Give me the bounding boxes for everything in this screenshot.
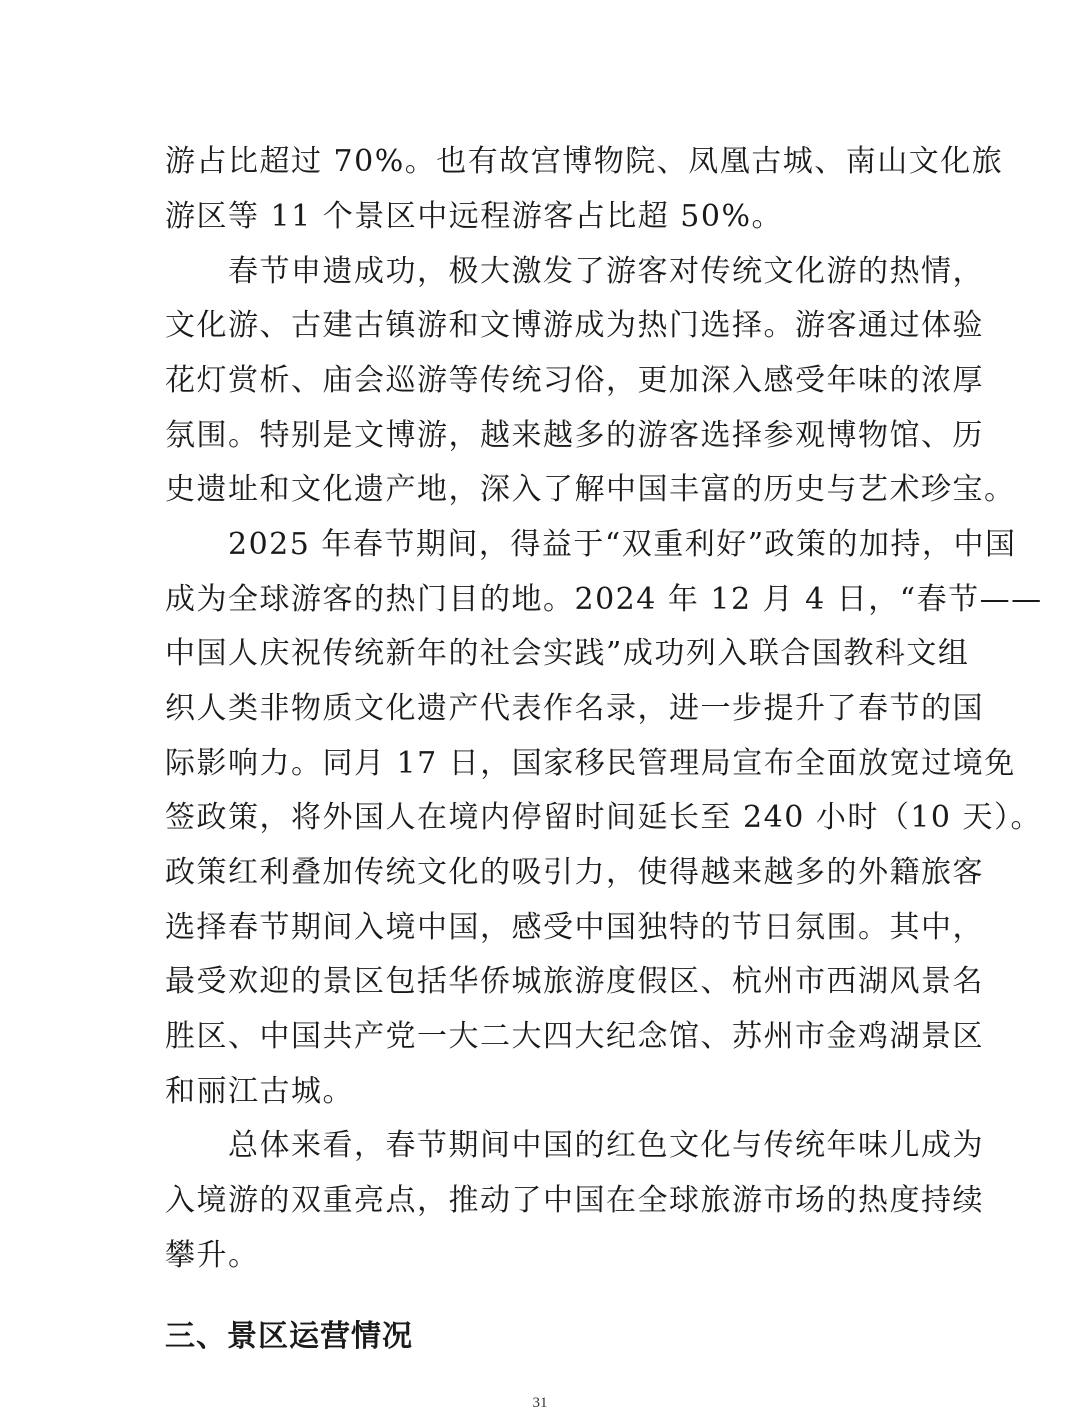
text-line: 攀升。 xyxy=(165,1238,260,1273)
text-line: 游占比超过 70%。也有故宫博物院、凤凰古城、南山文化旅 xyxy=(165,144,1004,179)
text-line: 中国人庆祝传统新年的社会实践”成功列入联合国教科文组 xyxy=(165,636,970,671)
text-line: 胜区、中国共产党一大二大四大纪念馆、苏州市金鸡湖景区 xyxy=(165,1019,984,1054)
text-line: 2025 年春节期间，得益于“双重利好”政策的加持，中国 xyxy=(165,527,1017,562)
text-line: 总体来看，春节期间中国的红色文化与传统年味儿成为 xyxy=(165,1128,984,1163)
text-line: 文化游、古建古镇游和文博游成为热门选择。游客通过体验 xyxy=(165,308,984,343)
text-line: 签政策，将外国人在境内停留时间延长至 240 小时（10 天）。 xyxy=(165,800,1043,835)
text-line: 成为全球游客的热门目的地。2024 年 12 月 4 日，“春节—— xyxy=(165,582,1043,617)
text-line: 春节申遗成功，极大激发了游客对传统文化游的热情， xyxy=(165,254,984,289)
text-line: 和丽江古城。 xyxy=(165,1074,354,1109)
text-line: 入境游的双重亮点，推动了中国在全球旅游市场的热度持续 xyxy=(165,1183,984,1218)
text-line: 花灯赏析、庙会巡游等传统习俗，更加深入感受年味的浓厚 xyxy=(165,363,984,398)
text-line: 史遗址和文化遗产地，深入了解中国丰富的历史与艺术珍宝。 xyxy=(165,472,1016,507)
text-line: 氛围。特别是文博游，越来越多的游客选择参观博物馆、历 xyxy=(165,418,984,453)
section-heading: 三、景区运营情况 xyxy=(165,1319,413,1354)
text-line: 选择春节期间入境中国，感受中国独特的节日氛围。其中， xyxy=(165,910,984,945)
text-line: 最受欢迎的景区包括华侨城旅游度假区、杭州市西湖风景名 xyxy=(165,964,984,999)
text-line: 际影响力。同月 17 日，国家移民管理局宣布全面放宽过境免 xyxy=(165,746,1016,781)
text-line: 政策红利叠加传统文化的吸引力，使得越来越多的外籍旅客 xyxy=(165,855,984,890)
text-line: 织人类非物质文化遗产代表作名录，进一步提升了春节的国 xyxy=(165,691,984,726)
text-line: 游区等 11 个景区中远程游客占比超 50%。 xyxy=(165,199,783,234)
page-number: 31 xyxy=(532,1395,548,1411)
